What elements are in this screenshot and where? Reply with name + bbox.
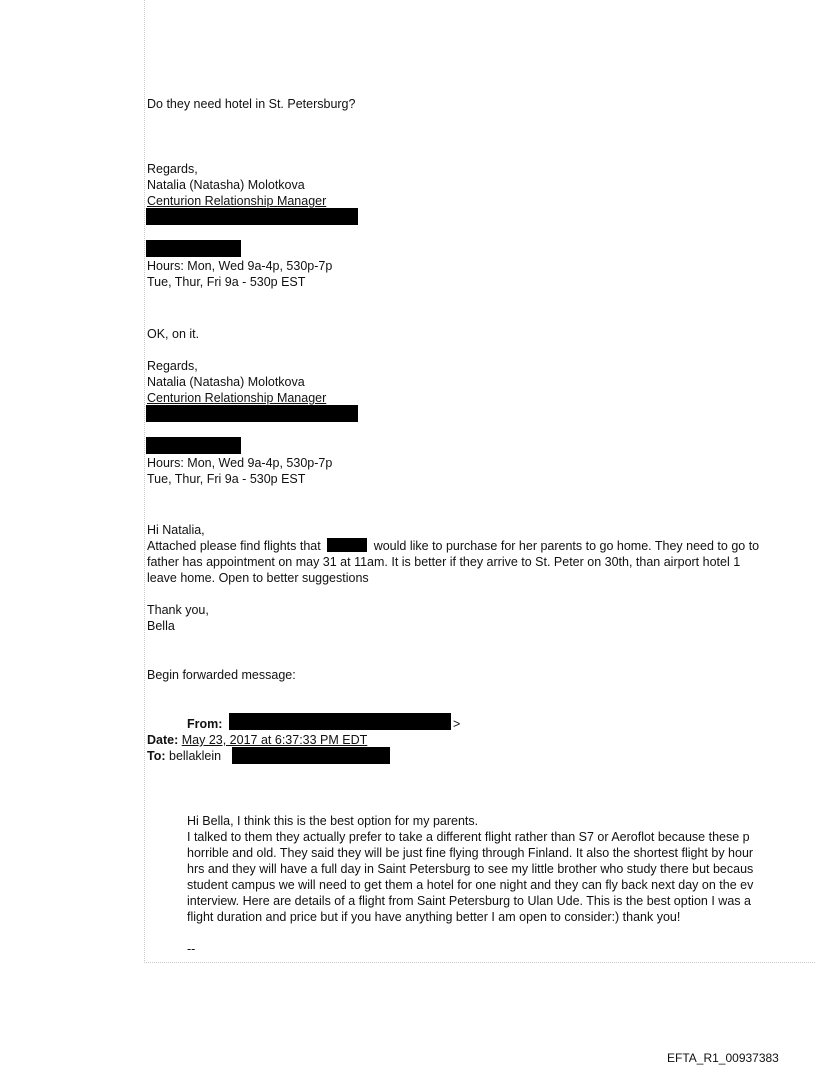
inner-line-5: student campus we will need to get them a hotel for one night and they can fly back next day on the ev (187, 878, 754, 892)
inner-line-7: flight duration and price but if you have anything better I am open to consider:) thank you! (187, 910, 681, 924)
redaction-block (232, 747, 390, 764)
date-line (147, 732, 367, 748)
inner-line-6: interview. Here are details of a flight from Saint Petersburg to Ulan Ude. This is the best option I was a (187, 894, 751, 908)
sig1-name: Natalia (Natasha) Molotkova (147, 178, 305, 192)
from-tail: > (453, 717, 461, 731)
date-value: May 23, 2017 at 6:37:33 PM EDT (181, 733, 368, 747)
redaction-block (146, 405, 358, 422)
redaction-block (327, 538, 367, 552)
sig1-title: Centurion Relationship Manager (147, 194, 327, 208)
inner-line-1: Hi Bella, I think this is the best option for my parents. (187, 814, 479, 828)
bella-line-1 (147, 538, 759, 554)
ok-message: OK, on it. (147, 327, 200, 341)
redaction-block (146, 437, 241, 454)
sig1-hours-2: Tue, Thur, Fri 9a - 530p EST (147, 275, 306, 289)
redaction-block (146, 208, 358, 225)
forward-header: Begin forwarded message: (147, 668, 296, 682)
date-label: Date: (147, 733, 179, 747)
bella-line-2: father has appointment on may 31 at 11am. It is better if they arrive to St. Peter on 30th, than airport hotel 1 (147, 555, 741, 569)
sig1-hours-1: Hours: Mon, Wed 9a-4p, 530p-7p (147, 259, 333, 273)
inner-line-3: horrible and old. They said they will be just fine flying through Finland. It also the shortest flight by hour (187, 846, 754, 860)
bella-line-1a: Attached please find flights that (147, 539, 321, 553)
sig2-regards: Regards, (147, 359, 198, 373)
sig2-name: Natalia (Natasha) Molotkova (147, 375, 305, 389)
sig1-regards: Regards, (147, 162, 198, 176)
bella-line-1b: would like to purchase for her parents to go home. They need to go to (373, 539, 760, 553)
signature-separator: -- (187, 942, 196, 956)
sig2-title: Centurion Relationship Manager (147, 391, 327, 405)
bella-thanks: Thank you, (147, 603, 209, 617)
document-id: EFTA_R1_00937383 (667, 1051, 779, 1065)
from-label: From: (187, 717, 223, 731)
bella-name: Bella (147, 619, 175, 633)
sig2-hours-1: Hours: Mon, Wed 9a-4p, 530p-7p (147, 456, 333, 470)
intro-question: Do they need hotel in St. Petersburg? (147, 97, 356, 111)
sig2-hours-2: Tue, Thur, Fri 9a - 530p EST (147, 472, 306, 486)
redaction-block (146, 240, 241, 257)
redaction-block (229, 713, 451, 730)
bella-line-3: leave home. Open to better suggestions (147, 571, 369, 585)
to-line (147, 748, 221, 764)
to-label: To: (147, 749, 166, 763)
inner-line-4: hrs and they will have a full day in Saint Petersburg to see my little brother who study there but becaus (187, 862, 754, 876)
bella-greeting: Hi Natalia, (147, 523, 205, 537)
inner-line-2: I talked to them they actually prefer to take a different flight rather than S7 or Aeroflot because these p (187, 830, 750, 844)
to-value: bellaklein (169, 749, 222, 763)
